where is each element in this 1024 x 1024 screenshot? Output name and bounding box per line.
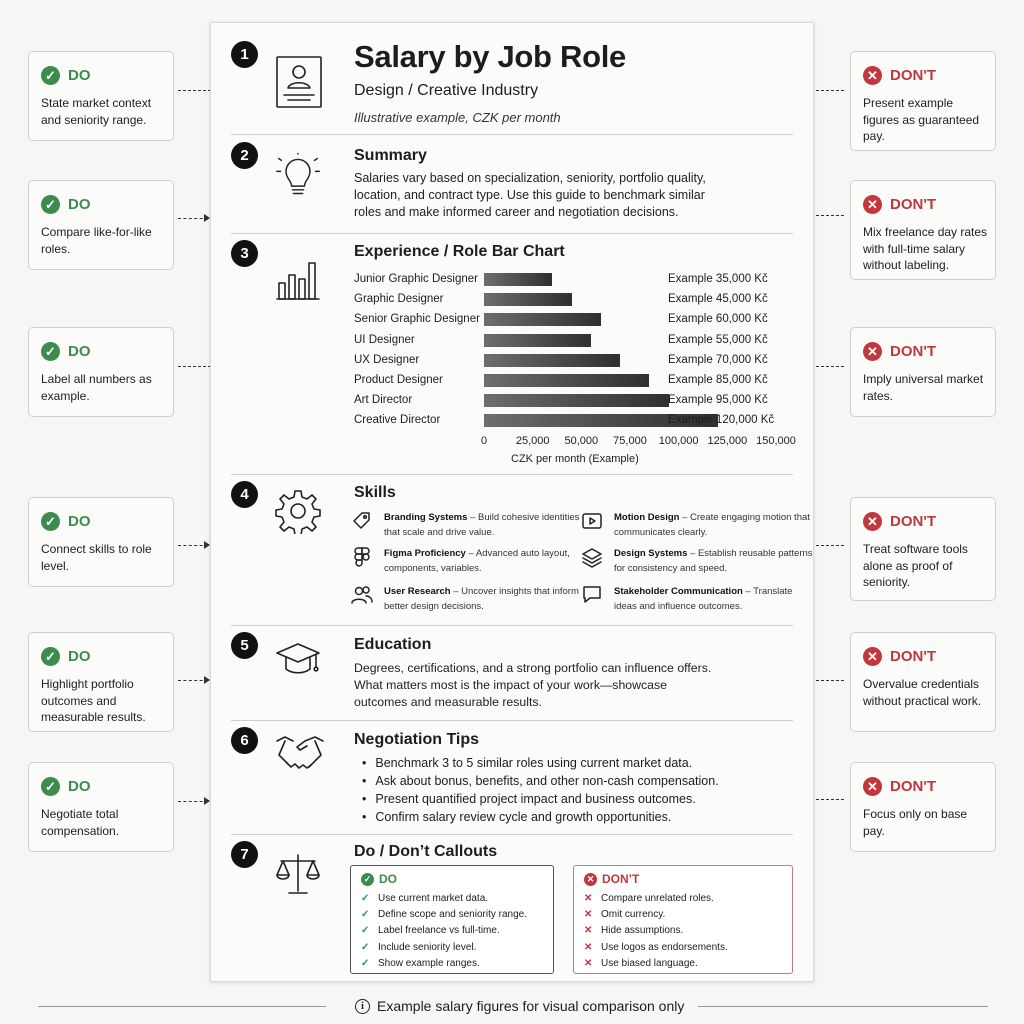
section-number: 4 <box>231 481 258 508</box>
list-item <box>584 940 728 956</box>
x-icon: ✕ <box>584 909 593 921</box>
section-number: 1 <box>231 41 258 68</box>
x-axis-title: CZK per month (Example) <box>511 453 639 465</box>
card-title: DO <box>68 343 91 360</box>
id-badge-icon <box>274 55 324 109</box>
check-icon: ✓ <box>41 342 60 361</box>
card-title: DON'T <box>890 343 937 360</box>
card-text: Negotiate total compensation. <box>41 807 120 838</box>
section-number: 7 <box>231 841 258 868</box>
side-do-card <box>28 180 174 270</box>
x-icon: ✕ <box>863 777 882 796</box>
check-icon: ✓ <box>361 873 374 886</box>
chart-row <box>211 370 815 390</box>
list-item-text: Define scope and seniority range. <box>378 909 527 921</box>
value-label: Example 70,000 Kč <box>668 353 768 366</box>
dont-callout-box <box>573 865 793 974</box>
side-dont-card <box>850 497 996 601</box>
list-item <box>584 956 728 972</box>
lightbulb-icon <box>275 153 321 199</box>
arrow-connector <box>178 218 208 219</box>
x-tick-label: 0 <box>480 435 488 447</box>
graduation-cap-icon <box>275 637 321 683</box>
list-item-text: Omit currency. <box>601 909 666 921</box>
users-icon <box>351 584 373 606</box>
chart-row <box>211 350 815 370</box>
divider <box>698 1006 988 1007</box>
list-item <box>584 907 728 923</box>
value-label: Example 95,000 Kč <box>668 394 768 407</box>
skill-desc: – Uncover insights that inform better design decisions. <box>384 586 579 612</box>
list-item-text: Include seniority level. <box>378 941 477 953</box>
value-label: Example 85,000 Kč <box>668 374 768 386</box>
speech-bubble-icon <box>581 584 603 606</box>
x-icon: ✕ <box>863 342 882 361</box>
card-title: DO <box>68 196 91 213</box>
footer <box>0 996 1024 1018</box>
list-item-text: Compare unrelated roles. <box>601 893 714 904</box>
card-text: Label all numbers as example. <box>41 372 152 403</box>
info-icon: i <box>355 999 370 1014</box>
x-tick-label: 25,000 <box>515 435 550 447</box>
check-icon: ✓ <box>361 893 370 904</box>
value-label: Example 35,000 Kč <box>668 273 768 285</box>
check-icon: ✓ <box>41 195 60 214</box>
side-do-card <box>28 632 174 732</box>
x-tick-label: 125,000 <box>707 435 748 447</box>
arrow-connector <box>178 680 208 681</box>
x-tick-label: 50,000 <box>564 435 599 447</box>
card-title: DON'T <box>890 778 937 795</box>
card-text: Overvalue credentials without practical work. <box>863 677 982 708</box>
value-label: Example 120,000 Kč <box>668 414 775 427</box>
category-label: UI Designer <box>354 333 415 346</box>
page-note: Illustrative example, CZK per month <box>354 110 561 125</box>
x-icon: ✕ <box>584 957 593 969</box>
handshake-icon <box>275 729 325 775</box>
side-do-card <box>28 497 174 587</box>
category-label: Art Director <box>354 394 413 407</box>
section-title: Skills <box>354 484 396 501</box>
document-page <box>210 22 814 982</box>
section-title: Summary <box>354 147 427 164</box>
page-title: Salary by Job Role <box>354 39 626 74</box>
list-item: • Confirm salary review cycle and growth opportunities. <box>362 808 719 826</box>
category-label: Product Designer <box>354 374 443 386</box>
do-callout-box <box>350 865 554 974</box>
category-label: UX Designer <box>354 353 420 366</box>
list-item <box>584 891 728 907</box>
card-text: Focus only on base pay. <box>863 807 968 838</box>
x-tick-label: 100,000 <box>658 435 699 447</box>
side-dont-card <box>850 180 996 280</box>
category-label: Creative Director <box>354 414 441 427</box>
skill-desc: – Build cohesive identities that scale and drive value. <box>384 512 580 538</box>
page-subtitle: Design / Creative Industry <box>354 82 539 99</box>
check-icon: ✓ <box>361 925 370 937</box>
section-title: Do / Don’t Callouts <box>354 843 498 860</box>
card-title: DON'T <box>890 648 937 665</box>
footer-text: Example salary figures for visual comparison only <box>377 998 685 1014</box>
scales-icon <box>275 851 321 897</box>
bar <box>484 334 591 347</box>
chart-row <box>211 410 815 430</box>
list-item: • Benchmark 3 to 5 similar roles using current market data. <box>362 754 719 772</box>
section-number: 3 <box>231 240 258 267</box>
x-icon: ✕ <box>584 925 593 937</box>
card-title: DO <box>68 513 91 530</box>
bar <box>484 313 601 326</box>
bar <box>484 374 649 387</box>
category-label: Graphic Designer <box>354 293 444 306</box>
section-title: Education <box>354 636 432 653</box>
x-tick-label: 150,000 <box>756 435 796 447</box>
skill-name: Motion Design <box>614 512 680 523</box>
skill-name: Stakeholder Communication <box>614 586 743 597</box>
side-dont-card <box>850 327 996 417</box>
section-number: 5 <box>231 632 258 659</box>
bar <box>484 394 669 407</box>
tag-icon <box>351 510 373 532</box>
summary-text: Salaries vary based on specialization, seniority, portfolio quality, location, and contract type. Use this guide to benchmark similar roles and make informed career and negotiation decisions. <box>354 171 706 219</box>
list-item <box>361 891 527 907</box>
list-item-text: Use logos as endorsements. <box>601 941 728 953</box>
card-title: DON'T <box>890 513 937 530</box>
list-item-text: Use biased language. <box>601 957 698 969</box>
list-item-text: Use current market data. <box>378 893 489 904</box>
section-title: Negotiation Tips <box>354 731 480 748</box>
divider <box>231 834 793 835</box>
chart-row <box>211 269 815 289</box>
side-do-card <box>28 762 174 852</box>
card-text: Mix freelance day rates with full-time salary without labeling. <box>863 225 988 272</box>
chart-row <box>211 390 815 410</box>
layers-icon <box>581 546 603 568</box>
side-dont-card <box>850 51 996 151</box>
divider <box>231 720 793 721</box>
list-item <box>361 907 527 923</box>
divider <box>231 625 793 626</box>
bar <box>484 273 552 286</box>
card-text: State market context and seniority range. <box>41 96 152 127</box>
divider <box>231 474 793 475</box>
x-icon: ✕ <box>863 195 882 214</box>
card-title: DO <box>68 67 91 84</box>
divider <box>231 134 793 135</box>
list-item <box>361 956 527 972</box>
x-icon: ✕ <box>863 647 882 666</box>
card-text: Present example figures as guaranteed pay. <box>863 96 980 143</box>
x-icon: ✕ <box>584 941 593 953</box>
skill-name: Design Systems <box>614 548 688 559</box>
divider <box>231 233 793 234</box>
tips-list <box>362 754 719 826</box>
bar <box>484 293 572 306</box>
card-title: DON'T <box>890 67 937 84</box>
bar <box>484 354 620 367</box>
section-number: 2 <box>231 142 258 169</box>
divider <box>38 1006 326 1007</box>
section-title: Experience / Role Bar Chart <box>354 243 565 260</box>
chart-row <box>211 289 815 309</box>
category-label: Senior Graphic Designer <box>354 313 480 326</box>
x-icon: ✕ <box>584 873 597 886</box>
list-item: • Present quantified project impact and business outcomes. <box>362 790 719 808</box>
list-item <box>584 923 728 939</box>
skill-name: User Research <box>384 586 451 597</box>
check-icon: ✓ <box>41 647 60 666</box>
value-label: Example 45,000 Kč <box>668 293 768 306</box>
skill-desc: – Translate ideas and influence outcomes. <box>614 586 793 612</box>
card-title: DO <box>68 778 91 795</box>
arrow-connector <box>178 545 208 546</box>
card-text: Imply universal market rates. <box>863 372 984 403</box>
card-title: DO <box>68 648 91 665</box>
chart-row <box>211 330 815 350</box>
arrow-connector <box>178 801 208 802</box>
skill-name: Branding Systems <box>384 512 468 523</box>
x-icon: ✕ <box>584 893 593 904</box>
check-icon: ✓ <box>41 512 60 531</box>
side-do-card <box>28 51 174 141</box>
value-label: Example 60,000 Kč <box>668 313 768 326</box>
card-text: Treat software tools alone as proof of seniority. <box>863 542 968 589</box>
value-label: Example 55,000 Kč <box>668 333 768 346</box>
x-icon: ✕ <box>863 512 882 531</box>
check-icon: ✓ <box>361 957 370 969</box>
skill-desc: – Establish reusable patterns for consistency and speed. <box>614 548 813 574</box>
callout-title: DO <box>379 872 397 886</box>
check-icon: ✓ <box>41 777 60 796</box>
check-icon: ✓ <box>361 941 370 953</box>
x-icon: ✕ <box>863 66 882 85</box>
gear-icon <box>275 488 321 534</box>
list-item-text: Hide assumptions. <box>601 925 684 937</box>
side-do-card <box>28 327 174 417</box>
play-icon <box>581 510 603 532</box>
card-text: Connect skills to role level. <box>41 542 152 573</box>
x-tick-label: 75,000 <box>613 435 647 447</box>
list-item <box>361 940 527 956</box>
category-label: Junior Graphic Designer <box>354 273 479 285</box>
section-number: 6 <box>231 727 258 754</box>
list-item-text: Show example ranges. <box>378 957 480 969</box>
list-item-text: Label freelance vs full-time. <box>378 925 500 937</box>
card-text: Highlight portfolio outcomes and measurable results. <box>41 677 146 724</box>
chart-row <box>211 309 815 329</box>
check-icon: ✓ <box>41 66 60 85</box>
list-item <box>361 923 527 939</box>
side-dont-card <box>850 632 996 732</box>
callout-title: DON’T <box>602 872 640 886</box>
side-dont-card <box>850 762 996 852</box>
list-item: • Ask about bonus, benefits, and other non-cash compensation. <box>362 772 719 790</box>
check-icon: ✓ <box>361 909 370 921</box>
card-text: Compare like-for-like roles. <box>41 225 152 256</box>
education-text: Degrees, certifications, and a strong portfolio can influence offers. What matters most is the impact of your work—showcase outcomes and measurable results. <box>354 661 712 709</box>
skill-desc: – Advanced auto layout, components, variables. <box>384 548 570 574</box>
skill-name: Figma Proficiency <box>384 548 466 559</box>
card-title: DON'T <box>890 196 937 213</box>
figma-icon <box>351 546 373 568</box>
skill-desc: – Create engaging motion that communicates clearly. <box>614 512 810 538</box>
